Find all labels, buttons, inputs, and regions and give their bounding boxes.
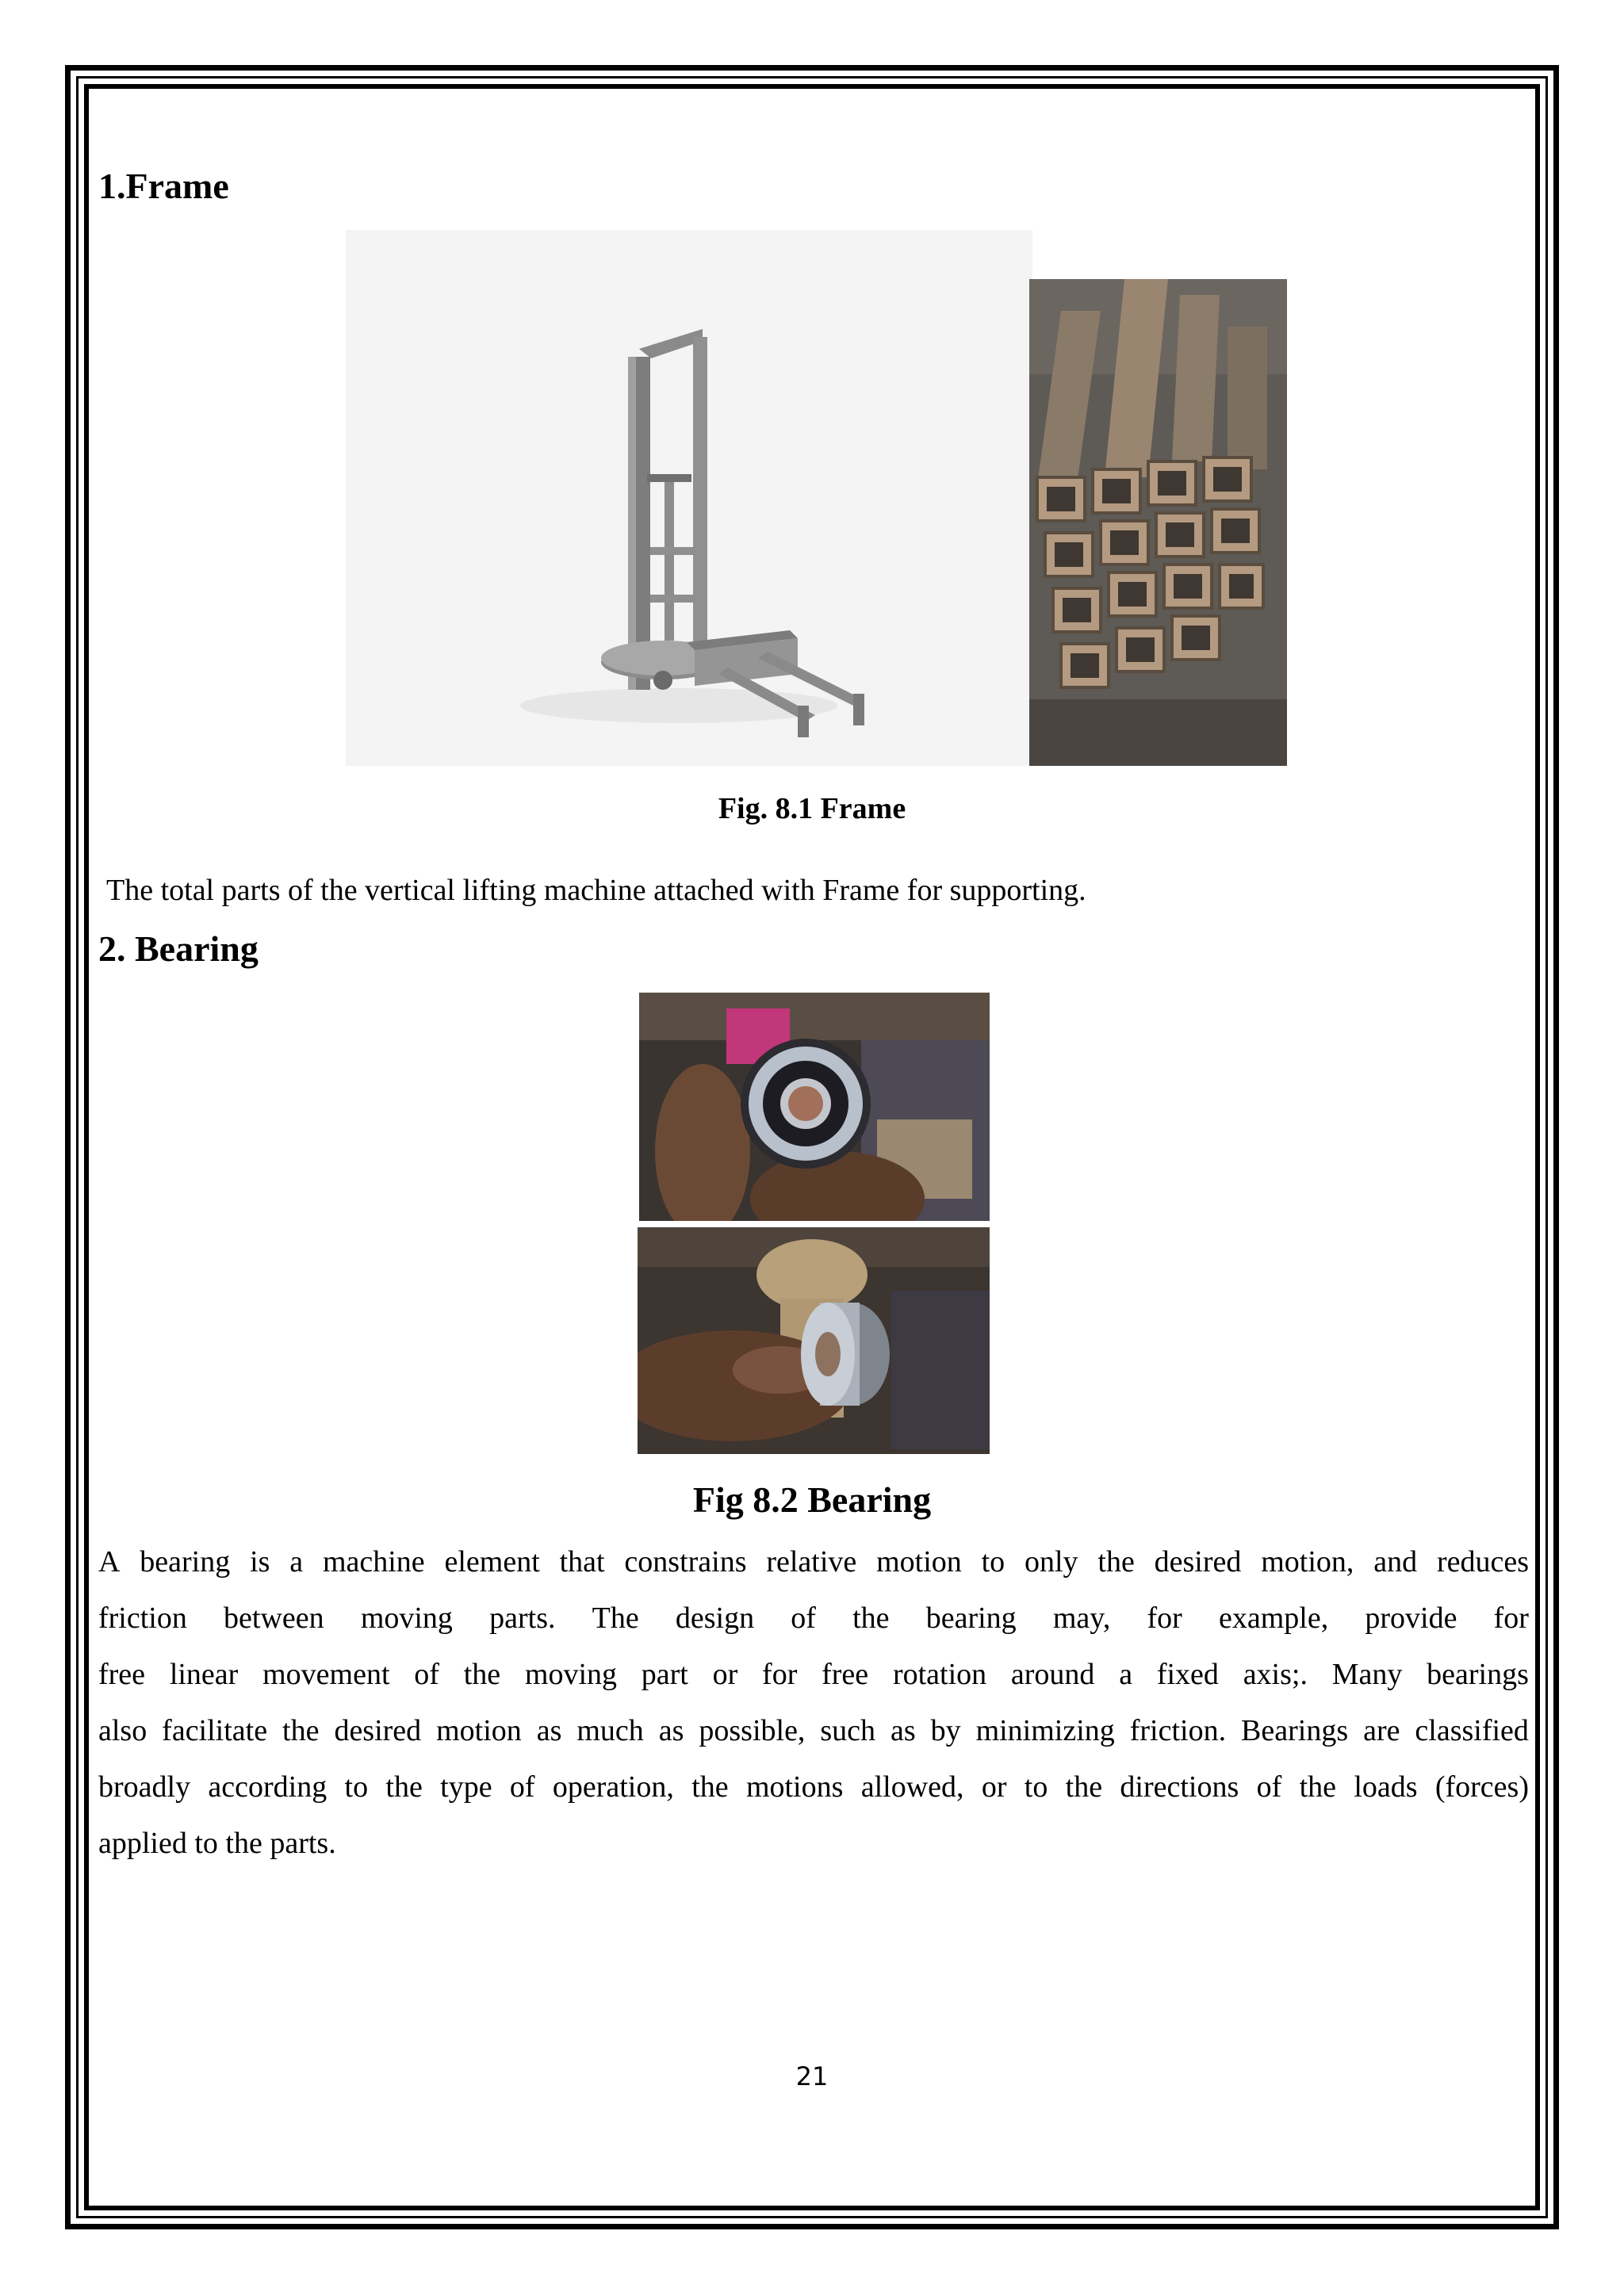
word: relative [766,1545,857,1578]
bearing-paragraph [98,1534,1529,1872]
word: facilitate [162,1714,268,1747]
paragraph-line [98,1590,1529,1647]
word: such [820,1714,876,1747]
word: moving [524,1658,618,1691]
word: the [385,1770,423,1804]
word: friction [98,1601,187,1635]
word: only [1025,1545,1078,1578]
word: allowed, [860,1770,964,1804]
word: axis;. [1243,1658,1308,1691]
word: a [289,1545,304,1578]
page-number: 21 [795,2061,829,2091]
word: around [1010,1658,1095,1691]
word: possible, [699,1714,806,1747]
figure-caption-bearing: Fig 8.2 Bearing [692,1479,932,1520]
paragraph-line [98,1703,1529,1759]
word: type [440,1770,492,1804]
word: of [1256,1770,1282,1804]
word: parts. [489,1601,556,1635]
word: that [559,1545,605,1578]
word: or [981,1770,1007,1804]
word: free [822,1658,869,1691]
word: as [891,1714,916,1747]
word: element [444,1545,540,1578]
word: also [98,1714,147,1747]
paragraph-last-line: applied to the parts. [98,1827,336,1860]
word: bearings [1427,1658,1529,1691]
bearing-photo-front [639,993,990,1221]
word: the [282,1714,320,1747]
word: A [98,1545,121,1578]
section-heading-frame: 1.Frame [98,166,229,206]
word: of [509,1770,535,1804]
word: for [762,1658,798,1691]
word: the [1097,1545,1135,1578]
word: linear [169,1658,239,1691]
word: by [930,1714,961,1747]
word: to [344,1770,369,1804]
word: Bearings [1241,1714,1349,1747]
word: free [98,1658,146,1691]
word: a [1119,1658,1133,1691]
word: bearing [140,1545,231,1578]
word: classified [1415,1714,1529,1747]
bearing-photo-side [638,1227,990,1454]
word: movement [262,1658,390,1691]
word: the [1299,1770,1336,1804]
word: desired [334,1714,422,1747]
word: moving [360,1601,453,1635]
word: the [463,1658,501,1691]
word: motion [876,1545,962,1578]
word: (forces) [1434,1770,1529,1804]
word: part [641,1658,688,1691]
word: between [224,1601,324,1635]
word: much [576,1714,644,1747]
word: desired [1154,1545,1242,1578]
word: as [658,1714,684,1747]
word: of [791,1601,816,1635]
word: are [1363,1714,1400,1747]
paragraph-line [98,1759,1529,1816]
word: minimizing [975,1714,1115,1747]
word: and [1373,1545,1418,1578]
word: or [712,1658,738,1691]
frame-description: The total parts of the vertical lifting machine attached with Frame for supporting. [106,874,1086,907]
word: The [592,1601,639,1635]
word: is [250,1545,270,1578]
word: to [981,1545,1005,1578]
section-heading-bearing: 2. Bearing [98,928,259,969]
word: friction. [1129,1714,1227,1747]
paragraph-line [98,1647,1529,1703]
word: as [536,1714,562,1747]
word: loads [1354,1770,1418,1804]
word: machine [322,1545,425,1578]
paragraph-line [98,1534,1529,1590]
frame-cad-image [346,230,1032,766]
word: according [208,1770,327,1804]
word: example, [1218,1601,1329,1635]
word: operation, [552,1770,674,1804]
word: motion [436,1714,522,1747]
word: design [675,1601,755,1635]
word: to [1024,1770,1048,1804]
word: rotation [892,1658,987,1691]
word: of [414,1658,439,1691]
word: may, [1052,1601,1111,1635]
word: directions [1120,1770,1239,1804]
figure-caption-frame: Fig. 8.1 Frame [718,792,906,825]
word: constrains [624,1545,747,1578]
word: for [1147,1601,1182,1635]
word: bearing [925,1601,1017,1635]
word: the [691,1770,729,1804]
word: the [852,1601,890,1635]
word: the [1065,1770,1103,1804]
word: reduces [1436,1545,1529,1578]
word: Many [1331,1658,1403,1691]
word: for [1493,1601,1529,1635]
word: motion, [1261,1545,1354,1578]
square-pipes-photo [1029,279,1287,766]
word: provide [1365,1601,1457,1635]
word: broadly [98,1770,191,1804]
word: fixed [1156,1658,1219,1691]
word: motions [745,1770,844,1804]
